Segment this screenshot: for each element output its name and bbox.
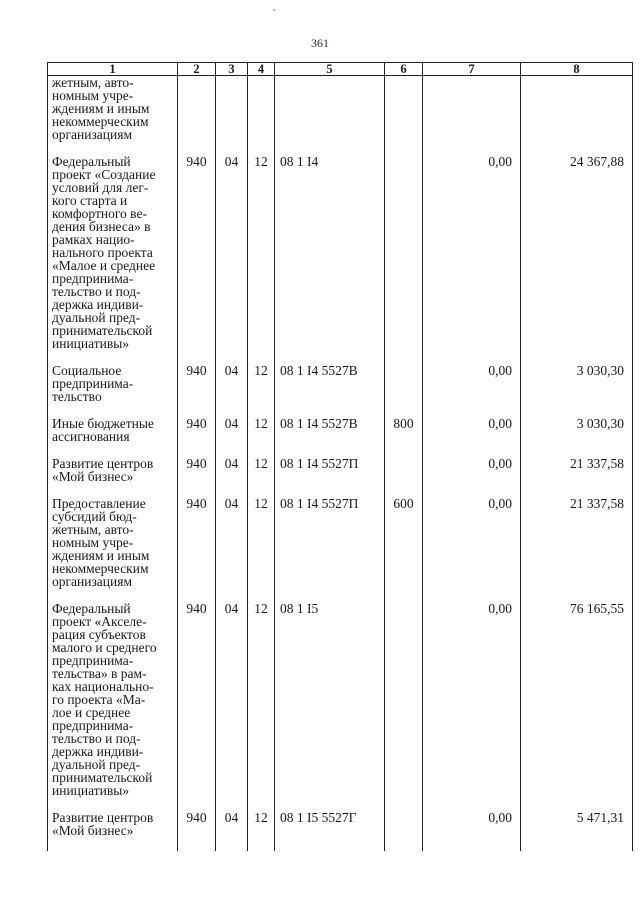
section-code-cell: 04 <box>216 497 248 602</box>
total-amount-cell: 21 337,58 <box>521 497 633 602</box>
table-row <box>48 155 633 364</box>
column-header: 7 <box>423 63 521 76</box>
ministry-code-cell: 940 <box>178 155 216 364</box>
table-row <box>48 76 633 156</box>
ministry-code-cell: 940 <box>178 602 216 811</box>
amount-cell: 0,00 <box>423 417 521 457</box>
expense-type-cell <box>385 155 423 364</box>
subsection-code-cell: 12 <box>248 602 275 811</box>
total-amount-cell: 24 367,88 <box>521 155 633 364</box>
subsection-code-cell: 12 <box>248 497 275 602</box>
row-name-cell: Развитие центров «Мой бизнес» <box>48 811 178 851</box>
column-header: 1 <box>48 63 178 76</box>
column-header: 3 <box>216 63 248 76</box>
target-article-cell: 08 1 I4 <box>275 155 385 364</box>
amount-cell: 0,00 <box>423 457 521 497</box>
ministry-code-cell: 940 <box>178 417 216 457</box>
table-row <box>48 811 633 851</box>
table-row <box>48 417 633 457</box>
row-name-cell: Федеральный проект «Акселе- рация субъектов малого и среднего предпринима- тельства» в рам- ках национально- го проекта «Ма- лое и среднее предпринима- тельство и под- держка индиви- дуальной пред- принимательской инициативы» <box>48 602 178 811</box>
table-row <box>48 497 633 602</box>
subsection-code-cell: 12 <box>248 417 275 457</box>
target-article-cell: 08 1 I5 <box>275 602 385 811</box>
row-name-cell: Социальное предпринима- тельство <box>48 364 178 417</box>
total-amount-cell <box>521 76 633 156</box>
amount-cell: 0,00 <box>423 811 521 851</box>
page-number: 361 <box>311 36 329 50</box>
target-article-cell <box>275 76 385 156</box>
row-name-cell: Предоставление субсидий бюд- жетным, авто- номным учре- ждениям и иным некоммерческим организациям <box>48 497 178 602</box>
target-article-cell: 08 1 I4 5527B <box>275 364 385 417</box>
row-name-cell: Федеральный проект «Создание условий для лег- кого старта и комфортного ве- дения бизнеса» в рамках нацио- нального проекта «Малое и среднее предпринима- тельство и под- держка индиви- дуальной пред- принимательской инициативы» <box>48 155 178 364</box>
expense-type-cell <box>385 602 423 811</box>
expense-type-cell: 600 <box>385 497 423 602</box>
column-header: 2 <box>178 63 216 76</box>
ministry-code-cell <box>178 76 216 156</box>
total-amount-cell: 21 337,58 <box>521 457 633 497</box>
section-code-cell: 04 <box>216 417 248 457</box>
subsection-code-cell: 12 <box>248 364 275 417</box>
ministry-code-cell: 940 <box>178 497 216 602</box>
section-code-cell: 04 <box>216 811 248 851</box>
section-code-cell: 04 <box>216 155 248 364</box>
subsection-code-cell <box>248 76 275 156</box>
table-row <box>48 364 633 417</box>
total-amount-cell: 5 471,31 <box>521 811 633 851</box>
ministry-code-cell: 940 <box>178 457 216 497</box>
section-code-cell: 04 <box>216 602 248 811</box>
subsection-code-cell: 12 <box>248 155 275 364</box>
column-header: 4 <box>248 63 275 76</box>
amount-cell: 0,00 <box>423 364 521 417</box>
total-amount-cell: 3 030,30 <box>521 364 633 417</box>
column-header: 5 <box>275 63 385 76</box>
row-name-cell: жетным, авто- номным учре- ждениям и иным некоммерческим организациям <box>48 76 178 156</box>
target-article-cell: 08 1 I4 5527П <box>275 497 385 602</box>
expense-type-cell <box>385 457 423 497</box>
table-row <box>48 457 633 497</box>
expense-type-cell: 800 <box>385 417 423 457</box>
section-code-cell <box>216 76 248 156</box>
scan-speck <box>273 9 275 11</box>
budget-table <box>47 62 633 851</box>
subsection-code-cell: 12 <box>248 457 275 497</box>
target-article-cell: 08 1 I4 5527B <box>275 417 385 457</box>
amount-cell <box>423 76 521 156</box>
expense-type-cell <box>385 76 423 156</box>
column-header: 8 <box>521 63 633 76</box>
table-row <box>48 602 633 811</box>
target-article-cell: 08 1 I4 5527П <box>275 457 385 497</box>
total-amount-cell: 3 030,30 <box>521 417 633 457</box>
ministry-code-cell: 940 <box>178 811 216 851</box>
expense-type-cell <box>385 811 423 851</box>
row-name-cell: Развитие центров «Мой бизнес» <box>48 457 178 497</box>
ministry-code-cell: 940 <box>178 364 216 417</box>
amount-cell: 0,00 <box>423 602 521 811</box>
column-header: 6 <box>385 63 423 76</box>
subsection-code-cell: 12 <box>248 811 275 851</box>
section-code-cell: 04 <box>216 364 248 417</box>
amount-cell: 0,00 <box>423 497 521 602</box>
target-article-cell: 08 1 I5 5527Г <box>275 811 385 851</box>
table-header-row <box>48 63 633 76</box>
expense-type-cell <box>385 364 423 417</box>
amount-cell: 0,00 <box>423 155 521 364</box>
total-amount-cell: 76 165,55 <box>521 602 633 811</box>
section-code-cell: 04 <box>216 457 248 497</box>
row-name-cell: Иные бюджетные ассигнования <box>48 417 178 457</box>
